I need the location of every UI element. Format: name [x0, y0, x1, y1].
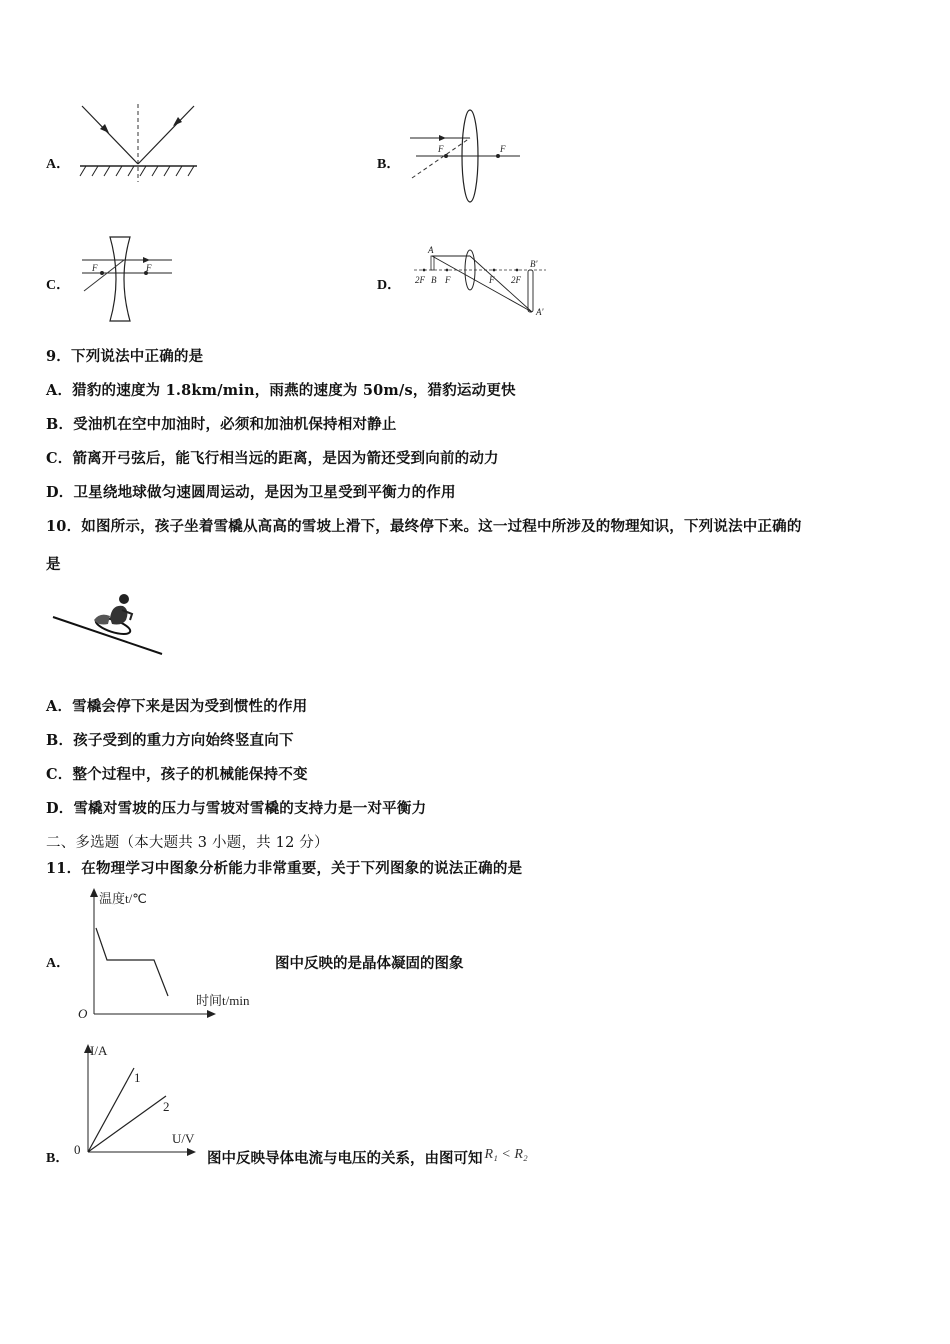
q9-option-b: B．受油机在空中加油时，必须和加油机保持相对静止: [46, 416, 397, 433]
cooling-origin-label: O: [78, 1006, 88, 1021]
q8-option-c-label: C．: [46, 278, 71, 293]
cooling-x-axis-label: 时间t/min: [196, 993, 250, 1008]
q9-stem: 9．下列说法中正确的是: [46, 348, 204, 365]
lens-d-label-b-prime: B': [530, 259, 538, 269]
lens-d-label-b: B: [431, 275, 437, 285]
iv-y-axis-label: I/A: [90, 1043, 108, 1058]
q11-option-a-label: A．: [46, 956, 71, 971]
lens-b-focus-left: F: [438, 144, 444, 154]
q10-option-c: C．整个过程中，孩子的机械能保持不变: [46, 766, 308, 783]
lens-d-label-2f-right: 2F: [511, 275, 521, 285]
lens-c-focus-right: F: [146, 263, 152, 273]
iv-x-axis-label: U/V: [172, 1131, 195, 1146]
convex-lens-diagram: [406, 108, 521, 208]
cooling-curve-graph: [72, 884, 282, 1024]
iv-origin-label: 0: [74, 1142, 81, 1157]
q11-option-b-text-body: 图中反映导体电流与电压的关系，由图可知: [207, 1150, 483, 1167]
lens-d-label-f-left: F: [445, 275, 451, 285]
imaging-diagram: [414, 244, 554, 319]
q8-option-d-label: D．: [377, 278, 402, 293]
q11-option-b-label: B．: [46, 1151, 70, 1166]
sled-slope-illustration: [50, 590, 165, 658]
resistance-formula: R₁ < R₂: [484, 1147, 528, 1162]
section-title: 二、多选题（本大题共 3 小题，共 12 分）: [46, 835, 329, 851]
q8-option-a-label: A．: [46, 157, 71, 172]
lens-d-label-f-right: F: [489, 275, 495, 285]
q8-option-b-label: B．: [377, 157, 401, 172]
lens-b-focus-right: F: [500, 144, 506, 154]
q10-stem-cont: 是: [46, 556, 61, 573]
q10-option-a: A．雪橇会停下来是因为受到惯性的作用: [46, 698, 308, 715]
q10-option-d: D．雪橇对雪坡的压力与雪坡对雪橇的支持力是一对平衡力: [46, 800, 427, 817]
lens-d-label-a-prime: A': [536, 307, 544, 317]
lens-d-label-a: A: [428, 245, 434, 255]
q11-stem: 11．在物理学习中图象分析能力非常重要，关于下列图象的说法正确的是: [46, 860, 523, 877]
q10-option-b: B．孩子受到的重力方向始终竖直向下: [46, 732, 294, 749]
q11-option-a-text: 图中反映的是晶体凝固的图象: [275, 955, 464, 972]
q9-option-a: A．猎豹的速度为 1.8km/min，雨燕的速度为 50m/s，猎豹运动更快: [46, 382, 516, 399]
cooling-y-axis-label: 温度t/℃: [99, 891, 147, 906]
q10-stem: 10．如图所示，孩子坐着雪橇从高高的雪坡上滑下，最终停下来。这一过程中所涉及的物理知识，下列说法中正确的: [46, 518, 802, 535]
current-voltage-graph: [70, 1040, 210, 1160]
q9-option-c: C．箭离开弓弦后，能飞行相当远的距离，是因为箭还受到向前的动力: [46, 450, 499, 467]
iv-line-1-label: 1: [134, 1070, 141, 1085]
iv-line-2-label: 2: [163, 1099, 170, 1114]
reflection-diagram: [76, 100, 201, 185]
lens-d-label-2f-left: 2F: [415, 275, 425, 285]
concave-lens-diagram: [80, 235, 175, 325]
q11-option-b-text: [207, 1147, 528, 1168]
lens-c-focus-left: F: [92, 263, 98, 273]
q9-option-d: D．卫星绕地球做匀速圆周运动，是因为卫星受到平衡力的作用: [46, 484, 456, 501]
